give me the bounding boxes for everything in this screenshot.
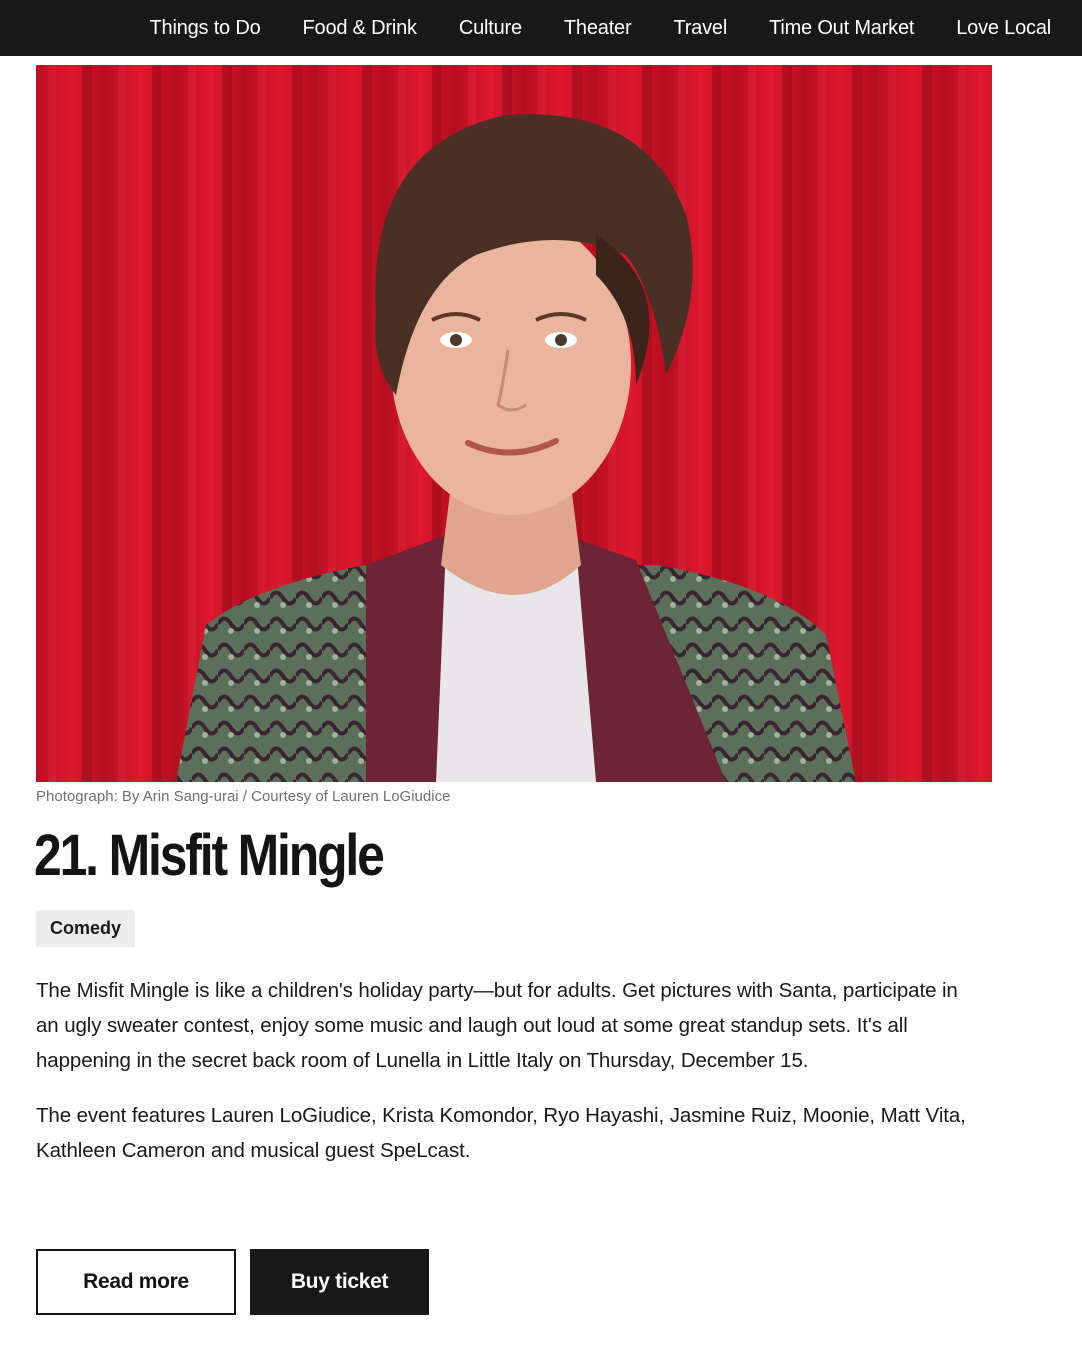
article-body: [36, 973, 966, 1188]
portrait-illustration: [36, 65, 992, 782]
buy-ticket-button[interactable]: Buy ticket: [250, 1249, 429, 1315]
nav-culture[interactable]: Culture: [458, 16, 522, 39]
nav-list: [129, 0, 1072, 56]
category-tag[interactable]: Comedy: [36, 910, 135, 947]
nav-food-drink[interactable]: Food & Drink: [302, 16, 417, 39]
article-paragraph: The event features Lauren LoGiudice, Krista Komondor, Ryo Hayashi, Jasmine Ruiz, Moonie, Matt Vita, Kathleen Cameron and musical guest SpeLcast.: [36, 1104, 966, 1162]
nav-time-out-market[interactable]: Time Out Market: [769, 16, 915, 39]
nav-travel[interactable]: Travel: [673, 16, 728, 39]
nav-love-local[interactable]: Love Local: [956, 16, 1051, 39]
hero-photo: [36, 65, 992, 782]
nav-theater[interactable]: Theater: [563, 16, 632, 39]
article-title: 21. Misfit Mingle: [34, 823, 383, 888]
article-paragraph: The Misfit Mingle is like a children's holiday party—but for adults. Get pictures with Santa, participate in an ugly sweater contest, enjoy some music and laugh out loud at some great standup sets. It's all happening in the secret back room of Lunella in Little Italy on Thursday, December 15.: [36, 979, 958, 1072]
nav-things-to-do[interactable]: Things to Do: [149, 16, 261, 39]
top-navigation: [0, 0, 1082, 56]
photo-caption: Photograph: By Arin Sang-urai / Courtesy of Lauren LoGiudice: [36, 788, 451, 805]
read-more-button[interactable]: Read more: [36, 1249, 236, 1315]
